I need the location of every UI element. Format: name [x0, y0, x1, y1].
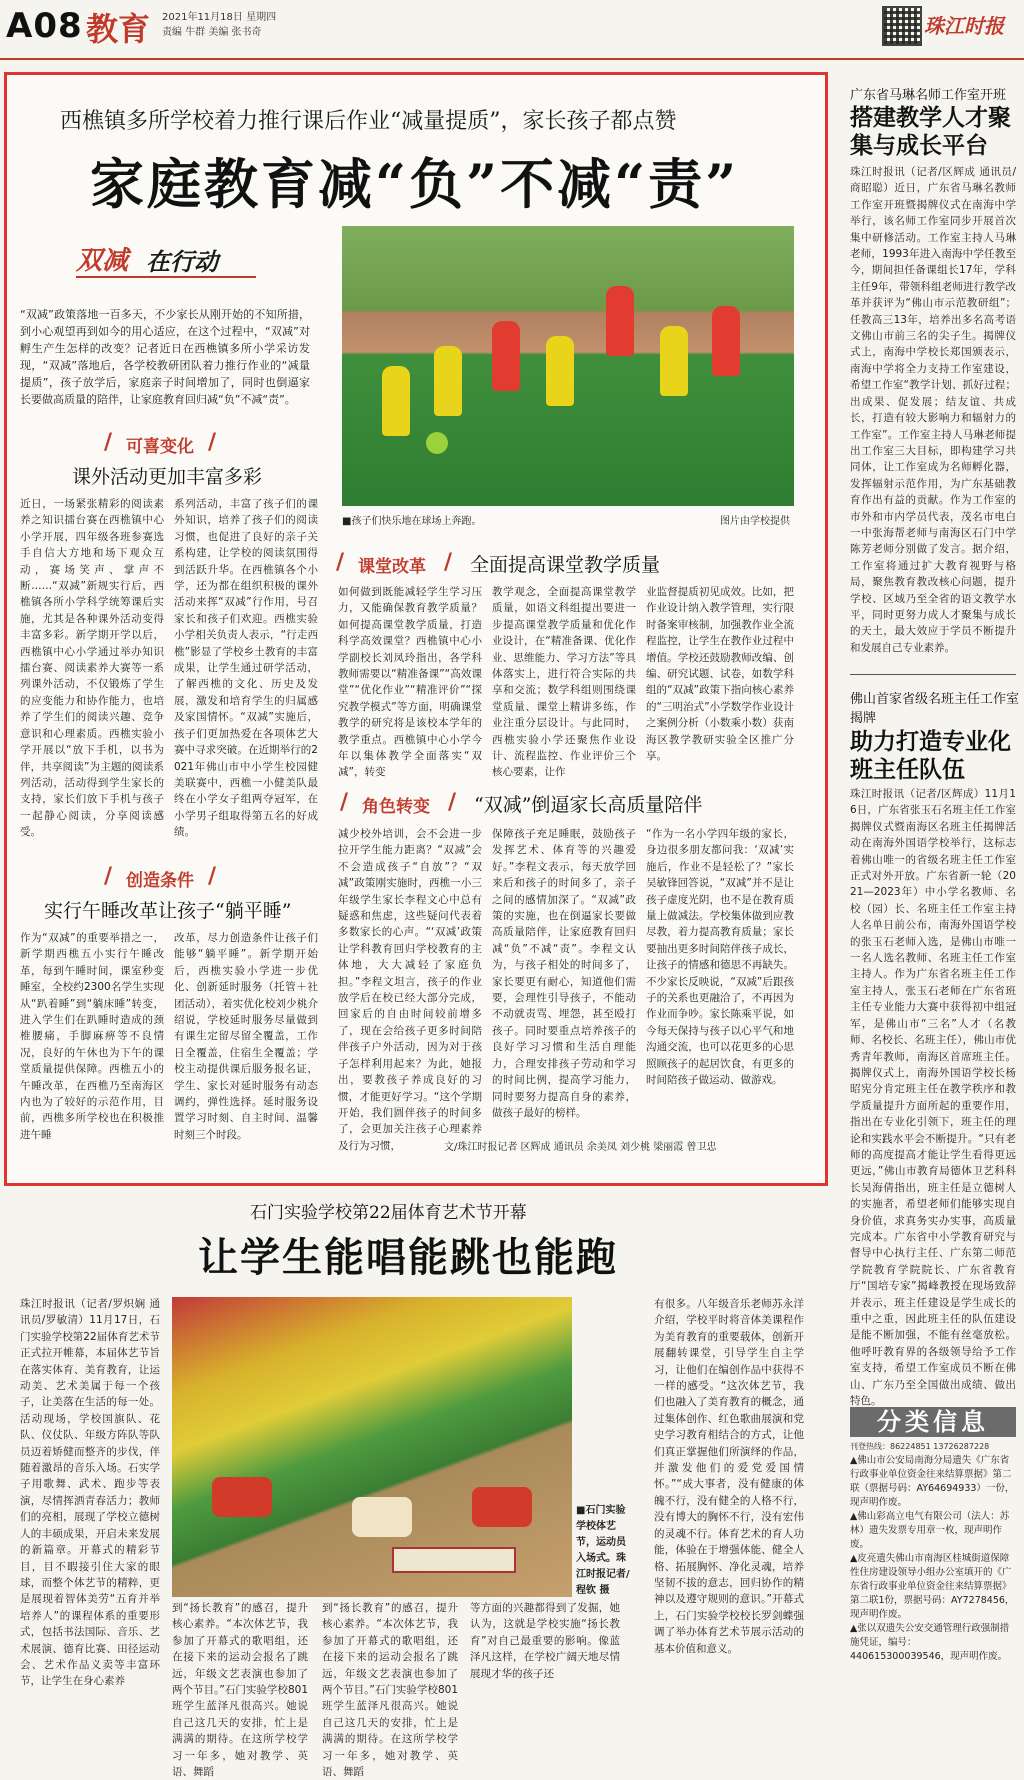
photo-figure	[606, 286, 634, 356]
photo-figure	[712, 306, 740, 376]
issue-date: 2021年11月18日 星期四	[162, 12, 277, 23]
bottom-column-3: 等方面的兴趣都得到了发掘，她认为，这就是学校实施“扬长教育”对自己最重要的影响。像蓝泽凡这样，在学校广阔天地尽情展现才华的孩子还	[470, 1602, 620, 1680]
banner-sign	[392, 1547, 516, 1573]
s2-column-2: 教学观念，全面提高课堂教学质量，如语文科组提出要进一步提高课堂教学质量和优化作业设计，在“精准备课、优化作业、思维能力、学习方法”等具体落实上，进行符合实际的共享和交流；数学科组则围绕课堂质量、课堂上精讲多练，作业注重分层设计。与此同时，西樵实验小学还聚焦作业设计、流程监控、作业评价三个核心要素，让作	[492, 586, 636, 779]
badge-underline	[76, 276, 256, 278]
side-story-2-headline[interactable]: 助力打造专业化班主任队伍	[850, 728, 1011, 783]
classified-item: ▲皮亮遗失佛山市南海区桂城街道保障性住房建设领导小组办公室填开的《广东省行政事业单位资金往来结算票据》第二联1份，票据号码：AY7278456，现声明作废。	[850, 1553, 1015, 1620]
lead-headline[interactable]: 家庭教育减“负”不减“责”	[90, 152, 740, 216]
bottom-photo-caption: ■石门实验学校体艺节，运动员入场式。珠江时报记者/程钦 摄	[576, 1505, 630, 1596]
section-slash-icon: /	[208, 864, 217, 889]
issue-editors: 责编 牛群 美编 张书奇	[162, 27, 262, 38]
lion-dance-figure	[212, 1477, 272, 1517]
photo-figure	[382, 366, 410, 436]
newspaper-logo: 珠江时报	[924, 14, 1004, 38]
classified-item: ▲佛山彩高立电气有限公司（法人：苏林）遗失发票专用章一枚，现声明作废。	[850, 1511, 1010, 1550]
side-divider	[850, 674, 1016, 675]
s4-column-1: 作为“双减”的重要举措之一，新学期西樵五小实行午睡改革，每到午睡时间，课室秒变睡室，全校约2300名学生实现从“趴着睡”到“躺床睡”转变，进入学生们在趴睡时造成的颈椎腰痛，手脚麻痹等不良情况，良好的午休也为下午的课堂质量提供保障。西樵五小的午睡改革，在西樵乃至南海区内也为了较好的示范作用，目前，西樵多所学校也在积极推进午睡	[20, 932, 164, 1141]
section-head-4: 实行午睡改革让孩子“躺平睡”	[44, 900, 292, 922]
bottom-column-2b: 到“扬长教育”的感召，提升核心素养。“本次体艺节，我参加了开幕式的歌唱组，还在接下来的运动会报名了跳远，年级文艺表演也参加了两个节目。”石门实验学校801班学生蓝泽凡很高兴。她说自己这几天的安排，忙上是满满的期待。在这所学校学习一年多，她对教学、英语、舞蹈	[322, 1602, 458, 1779]
s1-column-2: 系列活动，丰富了孩子们的课外知识，培养了孩子们的阅读习惯，也促进了良好的亲子关系构建，让学校的阅读氛围得到活跃升华。在西樵镇各个小学，还为都在组织积极的课外活动来挥“双减”行作用，号召家长和孩子们欢迎。西樵实验小学相关负责人表示，“行走西樵”影显了学校乡土教育的丰富成果，让学生通过研学活动，了解西樵的文化、历史及发展，激发和培育学生的归属感及家国情怀。“双减”实施后，孩子们更加热爱在各项体艺大赛中寻求突破。在近期举行的2021年佛山市中小学生校园健美联赛中，西樵一小健美队最终在小学女子组两夺冠军，在小学男子组取得第五名的好成绩。	[174, 498, 318, 839]
side-story-1-kicker: 广东省马琳名师工作室开班	[850, 88, 1007, 103]
section-tag-3: 角色转变	[362, 797, 430, 817]
photo-figure	[434, 346, 462, 416]
side-story-2-kicker: 佛山首家省级名班主任工作室揭牌	[850, 692, 1020, 726]
bottom-column-4: 有很多。八年级音乐老师苏永洋介绍，学校平时将音体美课程作为美育教育的重要载体，创新开展翻转课堂，引导学生自主学习，让他们在编创作品中获得不一样的感受。“这次体艺节，我们也融入了美育教育的概念，通过集体创作、红色歌曲展演和党史学习教育相结合的方式，让他们真正掌握他们所演绎的作品，并激发他们的爱党爱国情怀。”“成大事者，没有健康的体魄不行，没有健全的人格不行，没有博大的胸怀不行，没有宏伟的灵魂不行。体育艺术的育人功能，体验在于增强体能、健全人格、拓展胸怀、净化灵魂，培养坚韧不拔的意志，回归协作的精神以及遵守规则的意识。”开幕式上，石门实验学校校长罗剑蝶强调了举办体育艺术节展示活动的基本价值和意义。	[654, 1298, 804, 1655]
section-slash-icon: /	[104, 430, 113, 455]
bottom-column-1: 珠江时报讯（记者/罗炽娴 通讯员/罗敏清）11月17日，石门实验学校第22届体育艺术节正式拉开帷幕，本届体艺节旨在落实体育、美育教育，让运动美、艺术美属于每一个孩子，让美落在生活的每一处。活动现场，学校国旗队、花队、仪仗队、年级方阵队等队员迈着矫健而整齐的步伐，伴随着激昂的音乐入场。石实学子用歌舞、武术、跑步等表演，尽情挥洒青春活力；教师们的亮相，展现了学校立德树人的丰硕成果，开启未来发展的新篇章。开幕式的精彩节目，目不暇接引住大家的眼球，而整个体艺节的精粹，更是展现着智体美劳“五育并举培养人”的课程体系的重要形式，包括书法国际、音乐、艺术展演、德育比赛、田径运动会、艺术作品义卖等丰富环节，让学生在身心素养	[20, 1298, 160, 1688]
masthead	[0, 0, 1024, 58]
side-story-1-headline[interactable]: 搭建教学人才聚集与成长平台	[850, 104, 1011, 159]
badge-shuangjian: 双减	[76, 246, 129, 276]
section-slash-icon: /	[336, 550, 345, 575]
section-title: 教育	[86, 10, 151, 48]
section-tag-4: 创造条件	[126, 871, 194, 891]
page-number: A08	[6, 6, 83, 46]
side-story-1-body: 珠江时报讯（记者/区辉成 通讯员/商昭聪）近日，广东省马琳名教师工作室开班暨揭牌仪式在南海中学举行，该名师工作室同步开展首次集中研修活动。工作室主持人马琳老师，1993年进入南海中学任教至今，期间担任备课组长17年，学科主任9年，带领科组老师进行教学改革并获评为“佛山市示范教研组”；任教高三13年，培养出多名高考语文佛山市前三名的尖子生。揭牌仪式上，南海中学校长郑国颁表示，南海中学将全力支持工作室建设，希望工作室“教学计划、抓好过程；出成果、促发展；结友谊、共成长，打造有较大影响力和辐射力的工作室”。工作室主持人马琳老师提出工作室三大目标，即构建学习共同体，让工作室成为名师孵化器，发挥辐射示范作用，为广东基础教育作出有益的贡献。作为工作室的市外和市内学员代表，茂名市电白一中张海帮老师与南海区石门中学陈芳老师分别做了发言。据介绍，工作室将通过扩大教育视野与格局，聚焦教育教改核心问题，提升学校、区域乃至全省的语文教学水平，同时更努力成人才聚集与成长的天土，最大效应于学员不断提升和发展自己专业素养。	[850, 166, 1016, 654]
photo-figure	[492, 321, 520, 391]
bottom-kicker: 石门实验学校第22届体育艺术节开幕	[250, 1203, 527, 1223]
classifieds-list	[850, 1454, 1016, 1664]
section-head-2: 全面提高课堂教学质量	[470, 554, 661, 576]
section-slash-icon: /	[208, 430, 217, 455]
photo-figure	[546, 336, 574, 406]
s3-column-1: 减少校外培训，会不会进一步拉开学生能力距离？“双减”会不会造成孩子“自放”？“双减”政策刚实施时，西樵一小三年级学生家长李程文心中总有疑惑和焦虑，这些疑问代表着多数家长的心声。“‘双减’政策让学科教育回归学校教育的主体地，大大减轻了家庭负担。”李程文坦言，孩子的作业放学后在校已经大部分完成，回家后的自由时间较前增多了，现在会给孩子更多时间陪伴孩子户外活动，因为对于孩子怎样利用起来？为此，她报出，要教孩子养成良好的习惯，才能更好学习。“这个学期开始，我们圆伴孩子的时间多了，会更加关注孩子心理素养及行为习惯，	[338, 828, 482, 1152]
section-tag-2: 课堂改革	[358, 557, 426, 577]
s2-column-1: 如何做到既能减轻学生学习压力，又能确保教育教学质量？如何提高课堂教学质量，打造科学高效课堂？西樵镇中心小学副校长刘凤玲指出，各学科教师需要以“精准备课”“高效课堂”“优化作业”“精准评价”“探究教学模式”等方面，明确课堂教学的研究将是该校本学年的教学重点。西樵镇中心小学今年以集体教学全面落实“双减”，转变	[338, 586, 482, 779]
section-slash-icon: /	[444, 550, 453, 575]
qr-code-icon[interactable]	[882, 6, 922, 46]
section-slash-icon: /	[104, 864, 113, 889]
lead-byline: 文/珠江时报记者 区辉成 通讯员 余美凤 刘少桃 梁丽霞 曾卫忠	[444, 1142, 717, 1153]
s4-column-2: 改革，尽力创造条件让孩子们能够“躺平睡”。新学期开始后，西樵实验小学进一步优化、创新延时服务（托管＋社团活动），着实优化校刘少桃介绍说，学校延时服务尽量做到有课生定留尽留全覆盖，工作日全覆盖，住宿生全覆盖；学校主动提供课后服务报名证，学生、家长对延时服务有动态调约，弹性选择。延时服务设置学习时刻、自主时间、温馨时刻三个时段。	[174, 932, 318, 1141]
classifieds-phone: 刊登热线：86224851 13726287228	[850, 1442, 990, 1451]
side-story-2-body: 珠江时报讯（记者/区辉成）11月16日，广东省张玉石名班主任工作室揭牌仪式暨南海区名班主任揭牌活动在南海外国语学校举行，这标志着佛山唯一的省级名班主任工作室正式对外开放。广东省新一轮（2021—2023年）中小学名教师、名校（园）长、名班主任工作室主持人名单日前公布，南海外国语学校的张玉石老师入选，是佛山市唯一一名人选名教师、名班主任工作室主持人。作为广东省名班主任工作室主持人，张玉石老师在广东省班主任专业能力大赛中获得初中组冠军，是佛山市“三名”人才（名教师、名校长、名班主任），佛山市优秀青年教师，南海区首席班主任。揭牌仪式上，南海外国语学校长杨昭宪分肯定班主任在教学秩序和教学质量提升方面所起的重要作用，指出在专业化引领下，班主任的理论和实践水平会不断提升。“只有老师的高度提高才能让学生看得更远更远，”佛山市教育局德体卫艺科科长吴海倩指出，班主任是立德树人的实施者，希望老师们能够实现自身价值，求真务实办实事，高质量完成本。广东省中小学教育研究与督导中心执行主任、广东第二师范学院教育学院院长、广东省教育厅“国培专家”揭峰教授在现场致辞并表示，班主任建设是学生成长的重中之重，因此班主任的队伍建设是能不断加强，不能有丝毫放松。他呼吁教育界的各级领导给予工作室支持，希望工作室成员不断在佛山、广东乃至全国做出成绩、做出特色。	[850, 788, 1016, 1408]
bottom-column-2: 到“扬长教育”的感召，提升核心素养。“本次体艺节，我参加了开幕式的歌唱组，还在接下来的运动会报名了跳远，年级文艺表演也参加了两个节目。”石门实验学校801班学生蓝泽凡很高兴。她说自己这几天的安排，忙上是满满的期待。在这所学校学习一年多，她对教学、英语、舞蹈	[172, 1602, 308, 1779]
classified-item: ▲张以双遗失公安交通管理行政强制措施凭证，编号：440615300039546，现声明作废。	[850, 1623, 1010, 1662]
s3-column-2: 保障孩子充足睡眠，鼓励孩子发挥艺术、体育等的兴趣爱好。”李程文表示，每天放学回来后和孩子的时间多了，亲子之间的感情加深了。“双减”政策的实施，也在倒逼家长要做高质量陪伴，让家庭教育回归减“负”不减“责”。李程文认为，与孩子相处的时间多了，家长要更有耐心，知道他们需要，会理性引导孩子，不能动不动就责骂、埋怨，甚至殴打孩子。同时要重点培养孩子的良好学习习惯和生活自理能力，合理安排孩子劳动和学习的时间比例，提高学习能力，同时要努力提高自身的素养，做孩子最好的榜样。	[492, 828, 636, 1119]
section-tag-1: 可喜变化	[126, 437, 194, 457]
badge-in-action: 在行动	[146, 248, 218, 276]
lion-dance-figure	[472, 1487, 532, 1527]
lion-dance-figure	[352, 1497, 412, 1537]
issue-info	[162, 10, 276, 40]
section-head-1: 课外活动更加丰富多彩	[72, 466, 263, 488]
lead-intro: “双减”政策落地一百多天，不少家长从刚开始的不知所措，到小心观望再到如今的用心适应，在这个过程中，“双减”对孵生产生怎样的改变？记者近日在西樵镇多所小学采访发现，“双减”落地后，各学校教研团队着力推行作业的“减量提质”，孩子放学后，家庭亲子时间增加了，同时也倒逼家长要做高质量的陪伴，让家庭教育回归减“负”不减“责”。	[20, 308, 310, 406]
lead-kicker: 西樵镇多所学校着力推行课后作业“减量提质”，家长孩子都点赞	[60, 109, 677, 134]
s3-column-3: “作为一名小学四年级的家长，身边很多朋友都问我：‘双减’实施后，作业不是轻松了？”家长吴敏锋回答说，“双减”并不是让孩子虚度光阴，也不是在教育质量上做减法。学校集体做到应教尽教，着力提高教育质量；家长要抽出更多时间陪伴孩子成长，让孩子的情感和德思不再缺失。不少家长反映说，“双减”后跟孩子的关系也更融洽了，不再因为作业而争吵。家长陈乘平说，如今每天保持与孩子以心平气和地沟通交流，也可以花更多的心思照顾孩子的起居饮食，有更多的时间陪孩子做运动、做游戏。	[646, 828, 794, 1087]
classifieds-header: 分类信息	[850, 1407, 1016, 1437]
classified-item: ▲佛山市公安局南海分局遗失《广东省行政事业单位资金往来结算票据》第二联（票据号码：AY64694933）一份，现声明作废。	[850, 1455, 1015, 1508]
football-icon	[426, 432, 448, 454]
s2-column-3: 业监督提质初见成效。比如，把作业设计纳入教学管理，实行限时备案审核制，加强教作业全流程监控，让学生在教作业过程中增值。学校还鼓励教师改编、创编、研究试题、试卷，如数学科组的“双减”政策下指向核心素养的“三明治式”小学数学作业设计之案例分析（小数乘小数）获南海区教学教研实验全区推广分享。	[646, 586, 794, 763]
section-head-3: “双减”倒逼家长高质量陪伴	[474, 794, 703, 816]
photo-caption: ■孩子们快乐地在球场上奔跑。	[342, 516, 482, 527]
section-slash-icon: /	[448, 790, 457, 815]
photo-figure	[660, 326, 688, 396]
bottom-headline[interactable]: 让学生能唱能跳也能跑	[198, 1234, 618, 1281]
header-rule	[0, 58, 1024, 60]
s1-column-1: 近日，一场紧张精彩的阅读素养之知识擂台赛在西樵镇中心小学开展，四年级各班参赛选手自信大方地和场下观众互动，赛场笑声、掌声不断……“双减”新规实行后，西樵镇各所小学科学统筹课后实施，尤其是各种课外活动变得丰富多彩。新学期开学以后，西樵镇中心小学通过举办知识擂台赛、阅读素养大赛等一系列课外活动，不仅锻炼了学生的应变能力和协作能力，也培养了学生们的阅读兴趣、竞争意识和心理素质。西樵实验小学开展以“放下手机，以书为伴，共享阅读”为主题的阅读系列活动，活动得到学生家长的支持，家长们放下手机与孩子一起静心阅读，分享阅读感受。	[20, 498, 164, 839]
lead-photo-football[interactable]	[342, 226, 794, 506]
section-slash-icon: /	[340, 790, 349, 815]
bottom-photo-opening-ceremony[interactable]	[172, 1297, 572, 1597]
photo-credit: 图片由学校提供	[720, 516, 790, 527]
